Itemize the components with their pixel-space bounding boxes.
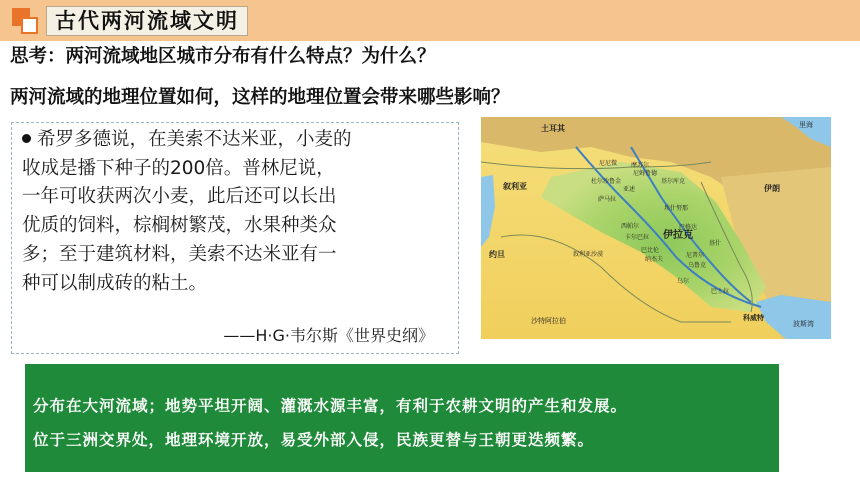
- quote-source: ——H·G·韦尔斯《世界史纲》: [223, 326, 434, 345]
- map-label-caspian: 里海: [799, 121, 813, 129]
- map-label-nimrud: 尼姆鲁德: [633, 170, 658, 177]
- map-label-iraq: 伊拉克: [663, 230, 693, 241]
- logo-icon: [12, 8, 38, 34]
- page-title: 古代两河流域文明: [46, 6, 248, 36]
- map-label-iran: 伊朗: [764, 184, 780, 193]
- question-1: 思考：两河流域地区城市分布有什么特点？为什么？: [10, 46, 436, 67]
- question-2: 两河流域的地理位置如何，这样的地理位置会带来哪些影响？: [10, 87, 510, 108]
- map-image: [481, 117, 831, 339]
- quote-line: 优质的饲料，棕榈树繁茂，水果种类众: [22, 215, 337, 237]
- map-label-kirkuk: 基尔库克: [661, 178, 686, 185]
- map-label-assur: 亚述: [623, 186, 636, 193]
- map-label-turkey: 土耳其: [541, 124, 565, 133]
- map-label-khorsabad: 杜尔沙鲁金: [591, 178, 622, 185]
- map-label-mosul: 摩苏尔: [631, 162, 650, 169]
- quote-line: 种可以制成砖的粘土。: [22, 272, 208, 294]
- map-label-karbala: 卡尔巴拉: [625, 234, 650, 241]
- quote-box: [11, 122, 459, 354]
- map-label-samarra: 萨马拉: [598, 196, 617, 203]
- map-label-nineveh: 尼尼微: [599, 160, 618, 167]
- mesopotamia-map: [481, 117, 831, 339]
- quote-line: 多；至于建筑材料，美索不达米亚有一: [22, 243, 337, 265]
- bullet-icon: [22, 134, 31, 143]
- map-label-kuwait: 科威特: [743, 314, 764, 322]
- conclusion-box: [25, 364, 779, 472]
- conclusion-line-2: 位于三洲交界处，地理环境开放，易受外部入侵，民族更替与王朝更迭频繁。: [33, 431, 595, 449]
- map-label-babylon: 巴比伦: [641, 247, 660, 254]
- map-label-sippar: 西帕尔: [621, 223, 640, 230]
- conclusion-line-1: 分布在大河流域；地势平坦开阔、灌溉水源丰富，有利于农耕文明的产生和发展。: [33, 397, 628, 415]
- quote-text: [22, 126, 452, 298]
- map-label-ur: 乌尔: [677, 278, 690, 285]
- map-label-eshnunna: 埃什努那: [664, 205, 689, 212]
- map-label-jordan: 约旦: [489, 250, 505, 259]
- map-label-syria: 叙利亚: [503, 182, 527, 191]
- quote-line: 一年可收获两次小麦，此后还可以长出: [22, 186, 337, 208]
- logo-square-small: [21, 17, 38, 34]
- map-label-najaf: 纳杰夫: [645, 256, 664, 263]
- map-label-baghdad: 巴格达: [679, 224, 698, 231]
- map-label-uruk: 乌鲁克: [688, 262, 707, 269]
- quote-line: 收成是播下种子的200倍。普林尼说，: [22, 157, 335, 179]
- map-label-kish: 基什: [709, 240, 722, 247]
- map-label-nippur: 尼普尔: [686, 252, 705, 259]
- map-label-gulf: 波斯湾: [793, 320, 814, 328]
- map-label-basra: 巴士拉: [711, 288, 730, 295]
- quote-line: 希罗多德说，在美索不达米亚，小麦的: [22, 126, 452, 155]
- map-label-desert: 叙利亚沙漠: [573, 251, 604, 258]
- map-label-saudi: 沙特阿拉伯: [531, 317, 566, 325]
